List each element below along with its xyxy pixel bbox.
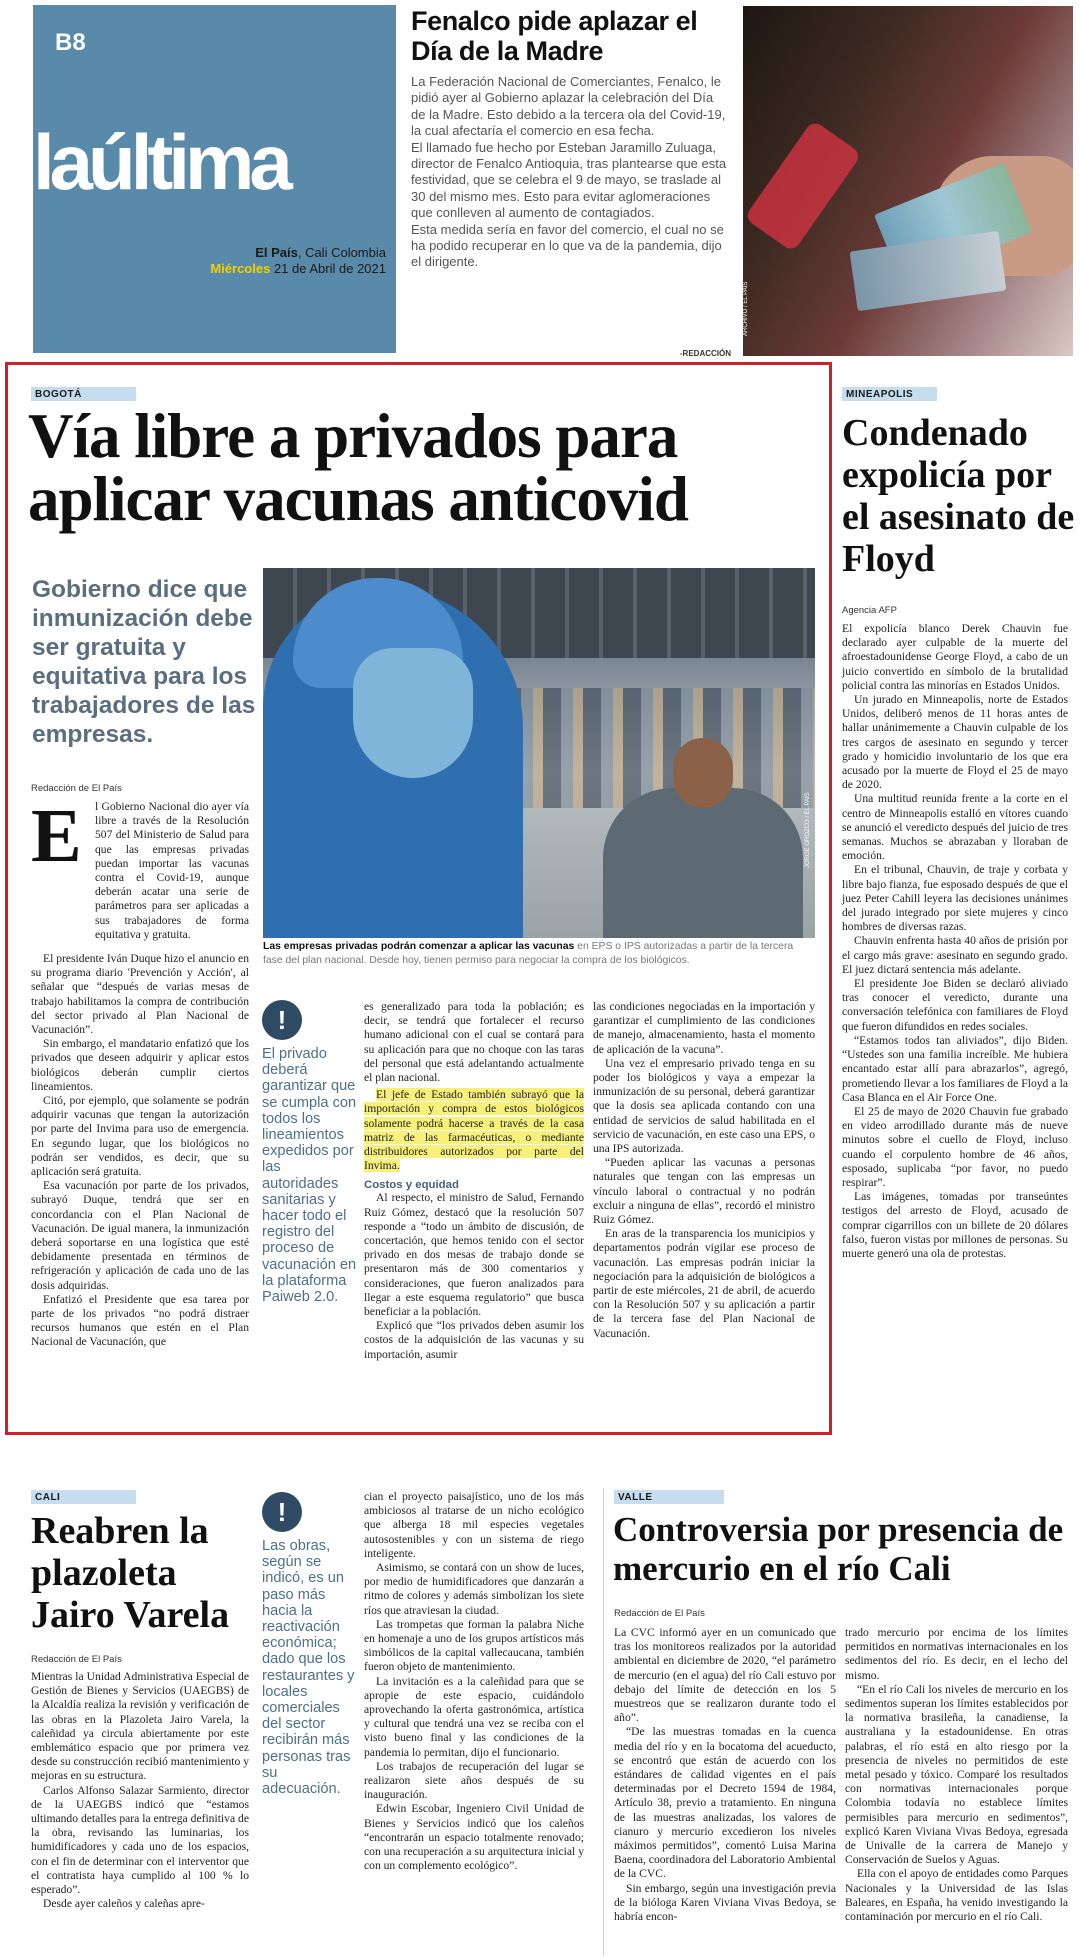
- paragraph: Las imágenes, tomadas por transeúntes testigos del arresto de Floyd, acusado de comprar cigarrillos con un billete de 20 dólares falso, fueron vistas por millones de personas. Su muerte generó una ola de protestas.: [842, 1190, 1068, 1260]
- main-deck: Gobierno dice que inmunización debe ser gratuita y equitativa para los trabajadores de las empresas.: [32, 576, 256, 748]
- drop-cap: E: [31, 794, 82, 878]
- paragraph: El 25 de mayo de 2020 Chauvin fue grabado en video arrodillado durante más de nueve minutos sobre el cuello de Floyd, incluso cuando el corpulento hombre de 46 años, esposado, suplicaba “por favor, no puedo respirar”.: [842, 1104, 1068, 1189]
- paragraph: Mientras la Unidad Administrativa Especial de Gestión de Bienes y Servicios (UAEGBS) de la Alcaldía realiza la revisión y verificación de las obras en la Plazoleta Jairo Varela, la caleñidad ya circula abiertamente por este emblemático espacio que por primera vez desde su construcción recibió mantenimiento y mejoras en su estructura.: [31, 1670, 249, 1783]
- dateline: [210, 245, 386, 277]
- paragraph: Esa vacunación por parte de los privados, subrayó Duque, tendrá que ser en concordancia con el Plan Nacional de Vacunación. De igual manera, la inmunización deberá soportarse en una logística que esté debidamente presentada en términos de refrigeración y aplicación de cada uno de las dosis adquiridas.: [31, 1179, 249, 1292]
- weekday: Miércoles: [210, 261, 271, 276]
- pull-quote: Las obras, según se indicó, es un paso más hacia la reactivación económica; dado que los restaurantes y locales comerciales del sector recibirán más personas tras su adecuación.: [262, 1538, 355, 1798]
- photo-credit: ARCHIVO / EL PAÍS: [743, 281, 749, 336]
- paragraph: Una vez el empresario privado tenga en su poder los biológicos y vaya a empezar la inmunización de su personal, deberá garantizar que la dosis sea aplicada contando con una entidad de servicios de salud habilitada en el servicio de vacunación, en este caso una EPS, o una IPS autorizada.: [593, 1056, 815, 1156]
- section-tag-valle: VALLE: [614, 1490, 724, 1504]
- top-story: [411, 6, 731, 360]
- paragraph: Asimismo, se contará con un show de luces, por medio de humidificadores que danzarán a ritmo de colores y además simbolizan los siete ríos que atraviesan la ciudad.: [364, 1561, 584, 1617]
- paragraph: Sin embargo, según una investigación previa de la bióloga Karen Viviana Vivas Bedoya, se habría encon-: [614, 1881, 836, 1924]
- paragraph: es generalizado para toda la población; es decir, se tendrá que fortalecer el recurso humano adicional con el cual se contará para su aplicación para que no choque con las taras del personal que está adelantando actualmente el plan nacional.: [364, 1000, 584, 1085]
- banknote-shape: [850, 231, 1007, 311]
- paragraph: Un jurado en Minneapolis, norte de Estados Unidos, deliberó menos de 11 horas antes de hallar unánimemente a Chauvin culpable de los tres cargos de asesinato en segundo y tercer grado y homicidio involuntario de los que era acusado por la muerte de Floyd el 25 de mayo de 2020.: [842, 693, 1068, 792]
- cali-headline: Reabren la plazoleta Jairo Varela: [31, 1510, 230, 1636]
- paragraph: l Gobierno Nacional dio ayer vía libre a través de la Resolución 507 del Ministerio de Salud para que las empresas privadas puedan importar las vacunas contra el Covid-19, aunque deberán acatar una serie de parámetros para ser aplicadas a sus trabajadores de forma equitativa y gratuita.: [95, 800, 249, 941]
- main-col-1: [31, 794, 249, 942]
- paragraph: Al respecto, el ministro de Salud, Fernando Ruiz Gómez, destacó que la resolución 507 responde a “todo un ámbito de discusión, de concertación, que hemos tenido con el sector privado en dos mesas de trabajo donde se presentaron más de 300 comentarios y consideraciones, que fueron analizados para llegar a este esquema regulatorio” que busca beneficiar a la población.: [364, 1191, 584, 1319]
- section-tag-bogota: BOGOTÁ: [31, 387, 136, 401]
- exclamation-icon: !: [262, 1000, 302, 1040]
- paragraph: La Federación Nacional de Comerciantes, Fenalco, le pidió ayer al Gobierno aplazar la celebración del Día de la Madre. Esto debido a la tercera ola del Covid-19, la cual afectaría el comercio en esa fecha.: [411, 74, 726, 139]
- highlighted-text: El jefe de Estado también subrayó que la importación y compra de estos biológicos solamente podrá hacerse a través de la casa matriz de las farmacéuticas, o mediante distribuidores autorizados por parte del Invima.: [364, 1088, 584, 1173]
- pull-quote: El privado deberá garantizar que se cumpla con todos los lineamientos expedidos por las autoridades sanitarias y hacer todo el registro del proceso de vacunación en la plataforma Paiweb 2.0.: [262, 1046, 357, 1306]
- paragraph: Los trabajos de recuperación del lugar se realizaron siete años después de su inauguración.: [364, 1759, 584, 1802]
- signature: -REDACCIÓN: [679, 349, 731, 358]
- cali-pull-quote-box: [262, 1492, 357, 1797]
- section-logo: laúltima: [33, 118, 288, 206]
- paragraph: Carlos Alfonso Salazar Sarmiento, director de la UAEGBS indicó que “estamos ultimando detalles para la entrega definitiva de la obra, revisando las luminarias, los humidificadores y cada uno de los espacios, con el fin de determinar con el interventor que el contratista haya cumplido al 100 % lo esperado”.: [31, 1783, 249, 1897]
- paragraph: Desde ayer caleños y caleñas apre-: [43, 1897, 205, 1911]
- ribbon-shape: [744, 120, 862, 253]
- paragraph: El presidente Iván Duque hizo el anuncio en su programa diario 'Prevención y Acción', al señalar que “después de varias mesas de trabajo habilitamos la compra de contribución del sector privado al Plan Nacional de Vacunación”.: [31, 952, 249, 1037]
- caption-bold: Las empresas privadas podrán comenzar a aplicar las vacunas: [263, 941, 575, 952]
- paragraph: “Estamos todos tan aliviados”, dijo Biden. “Ustedes son una familia increíble. Me hubiera encantado estar allí para abrazarlos”, agregó, prometiendo llevar a los familiares de Floyd a la Casa Blanca en el Air Force One.: [842, 1033, 1068, 1104]
- subheading: Costos y equidad: [364, 1179, 459, 1192]
- pull-quote-box: [262, 1000, 357, 1305]
- paragraph: Esta medida sería en favor del comercio, el cual no se ha podido recuperar en lo que va de la pandemia, dijo el dirigente.: [411, 221, 724, 270]
- photo-caption: [263, 940, 813, 967]
- valle-byline: Redacción de El País: [614, 1608, 705, 1619]
- paragraph: El llamado fue hecho por Esteban Jaramillo Zuluaga, director de Fenalco Antioquia, tras plantearse que esta festividad, que se celebra el 9 de mayo, se traslade al 30 del mismo mes. Esto para evitar aglomeraciones que conlleven al aumento de contagiados.: [411, 139, 727, 221]
- paragraph: Edwin Escobar, Ingeniero Civil Unidad de Bienes y Servicios indicó que los caleños “encontrarán un espacio totalmente renovado; con una recuperación a su arquitectura inicial y con un complemento ecológico”.: [364, 1802, 584, 1873]
- main-col-3: [364, 1000, 584, 1362]
- side-byline: Agencia AFP: [842, 605, 897, 616]
- paragraph: cian el proyecto paisajístico, uno de los más ambiciosos al tratarse de un nicho ecológico que alberga 18 mil especies vegetales autosostenibles y con un sistema de riego inteligente.: [364, 1490, 584, 1560]
- main-headline: Vía libre a privados para aplicar vacunas anticovid: [28, 401, 688, 534]
- paragraph: “En el río Cali los niveles de mercurio en los sedimentos superan los límites establecidos por la normativa brasileña, la canadiense, la australiana y la estadounidense. En otras palabras, el río está en alto riesgo por la presencia de niveles no permitidos de este metal pesado y tóxico. Comparé los resultados con normativas internacionales porque Colombia todavía no establece límites permisibles para mercurio en sedimentos”, explicó Karen Viviana Vivas Bedoya, egresada de Univalle de la carrera de Manejo y Conservación de Suelos y Aguas.: [845, 1682, 1068, 1867]
- valle-headline: Controversia por presencia de mercurio en el río Cali: [613, 1510, 1064, 1588]
- paragraph: Sin embargo, el mandatario enfatizó que los privados que deseen adquirir y aplicar estos biológicos deberán cumplir ciertos lineamientos.: [31, 1037, 249, 1093]
- paragraph: El presidente Joe Biden se declaró aliviado tras conocer el veredicto, durante una conversación telefónica con familiares de Floyd que fueron difundidos en redes sociales.: [842, 977, 1068, 1033]
- paragraph: Ella con el apoyo de entidades como Parques Nacionales y la Universidad de las Islas Baleares, en España, ha venido investigando la contaminación por mercurio en el río Cali.: [845, 1867, 1068, 1924]
- column-divider: [603, 1488, 604, 1956]
- cali-byline: Redacción de El País: [31, 1654, 122, 1665]
- paragraph: “Pueden aplicar las vacunas a personas naturales que tengan con las empresas un vínculo laboral o contractual y no podrán excluir a ninguna de ellas”, recordó el ministro Ruiz Gómez.: [593, 1156, 815, 1227]
- exclamation-icon: !: [262, 1492, 302, 1532]
- paragraph: Explicó que “los privados deben asumir los costos de la adquisición de las vacunas y su importación, asumir: [364, 1319, 584, 1361]
- paragraph: trado mercurio por encima de los límites permitidos en normativas internacionales en los sedimentos del río. Es decir, en el lecho del mismo.: [845, 1626, 1068, 1682]
- side-col: [842, 622, 1068, 1261]
- masthead: [33, 5, 396, 353]
- caption-text: en EPS o IPS autorizadas a partir de la tercera fase del plan nacional. Desde hoy, tienen permiso para negociar la compra de los biológicos.: [263, 941, 794, 966]
- paragraph: En aras de la transparencia los municipios y departamentos podrán vigilar ese proceso de vacunación. Las empresas podrán iniciar la negociación para la adquisición de biológicos a partir de este miércoles, 21 de abril, de acuerdo con la Resolución 507 y su aplicación a partir de la tercera fase del Plan Nacional de Vacunación.: [593, 1227, 815, 1340]
- face-shape: [353, 648, 473, 778]
- photo-credit: JORGE OROZCO / EL PAÍS: [805, 792, 811, 868]
- top-story-headline: Fenalco pide aplazar el Día de la Madre: [411, 6, 698, 66]
- valle-col-1: [614, 1626, 836, 1924]
- page-number: B8: [55, 29, 86, 56]
- main-col-1-cont: [31, 952, 249, 1350]
- paragraph: Citó, por ejemplo, que solamente se podrán adquirir vacunas que tengan la autorización por parte del Invima para uso de emergencia. En segundo lugar, que los biológicos no podrán ser vendidos, es decir, que su aplicación será gratuita.: [31, 1094, 249, 1179]
- paragraph: El expolicía blanco Derek Chauvin fue declarado ayer culpable de la muerte del afroestadounidense George Floyd, a cabo de un juicio convertido en símbolo de la brutalidad policial contra las minorías en Estados Unidos.: [842, 622, 1068, 692]
- paragraph: La CVC informó ayer en un comunicado que tras los monitoreos realizados por la autoridad ambiental en diciembre de 2020, “el parámetro de mercurio (en el agua) del río Cali estuvo por debajo del límite de detección en los 5 muestreos que se realizaron durante todo el año”.: [614, 1626, 836, 1725]
- main-byline: Redacción de El País: [31, 783, 122, 794]
- paper-name: El País: [255, 245, 298, 260]
- paragraph: Chauvin enfrenta hasta 40 años de prisión por el cargo más grave: asesinato en segundo grado. El juez dictará sentencia más adelante.: [842, 934, 1068, 976]
- paragraph: En el tribunal, Chauvin, de traje y corbata y libre bajo fianza, fue esposado después de que el juez Peter Cahill leyera las decisiones unánimes del jurado integrado por siete mujeres y cinco hombres de diversas razas.: [842, 863, 1068, 934]
- section-tag-cali: CALI: [31, 1490, 136, 1504]
- man-shape: [603, 788, 803, 938]
- top-story-body: [411, 74, 731, 271]
- valle-col-2: [845, 1626, 1068, 1924]
- cali-col-3: [364, 1490, 584, 1873]
- man-head-shape: [673, 738, 733, 808]
- main-col-4: [593, 1000, 815, 1341]
- side-headline: Condenado expolicía por el asesinato de Floyd: [842, 412, 1075, 580]
- vaccination-photo: [263, 568, 815, 938]
- section-tag-mineapolis: MINEAPOLIS: [842, 387, 937, 401]
- city: , Cali Colombia: [297, 245, 386, 260]
- paragraph: “De las muestras tomadas en la cuenca media del río y en la bocatoma del acueducto, se encontró que están de acuerdo con los estándares de calidad vigentes en el país determinadas por el Decreto 1594 de 1984, Artículo 38, previo a tratamiento. En ninguna de las muestras analizadas, los valores de cianuro y mercurio excedieron los niveles máximos permitidos”, comentó Luisa Marina Baena, coordinadora del Laboratorio Ambiental de la CVC.: [614, 1725, 836, 1881]
- date: 21 de Abril de 2021: [273, 261, 386, 276]
- cali-col-1: [31, 1670, 249, 1911]
- top-story-photo: [743, 6, 1073, 356]
- paragraph: las condiciones negociadas en la importación y garantizar el cumplimiento de las condiciones de manejo, almacenamiento, hasta el momento de aplicación de la vacuna”.: [593, 1000, 815, 1056]
- paragraph: Enfatizó el Presidente que esa tarea por parte de los privados “no podrá distraer recursos humanos que estén en el Plan Nacional de Vacunación, que: [31, 1292, 249, 1349]
- paragraph: Las trompetas que forman la palabra Niche en homenaje a uno de los grupos artísticos más simbólicos de la capital vallecaucana, también fueron objeto de mantenimiento.: [364, 1617, 584, 1674]
- highlight-paragraph: [364, 1088, 584, 1173]
- paragraph: La invitación es a la caleñidad para que se apropie de este espacio, cuidándolo aprovechando la oferta gastronómica, artística y cultural que tendrá una vez se reciba con el visto bueno final y las condiciones de la pandemia lo permitan, dijo el funcionario.: [364, 1674, 584, 1759]
- paragraph: Una multitud reunida frente a la corte en el centro de Minneapolis estalló en vítores cuando se anunció el veredicto después del juicio de tres semanas. Muchos se abrazaban y lloraban de emoción.: [842, 792, 1068, 863]
